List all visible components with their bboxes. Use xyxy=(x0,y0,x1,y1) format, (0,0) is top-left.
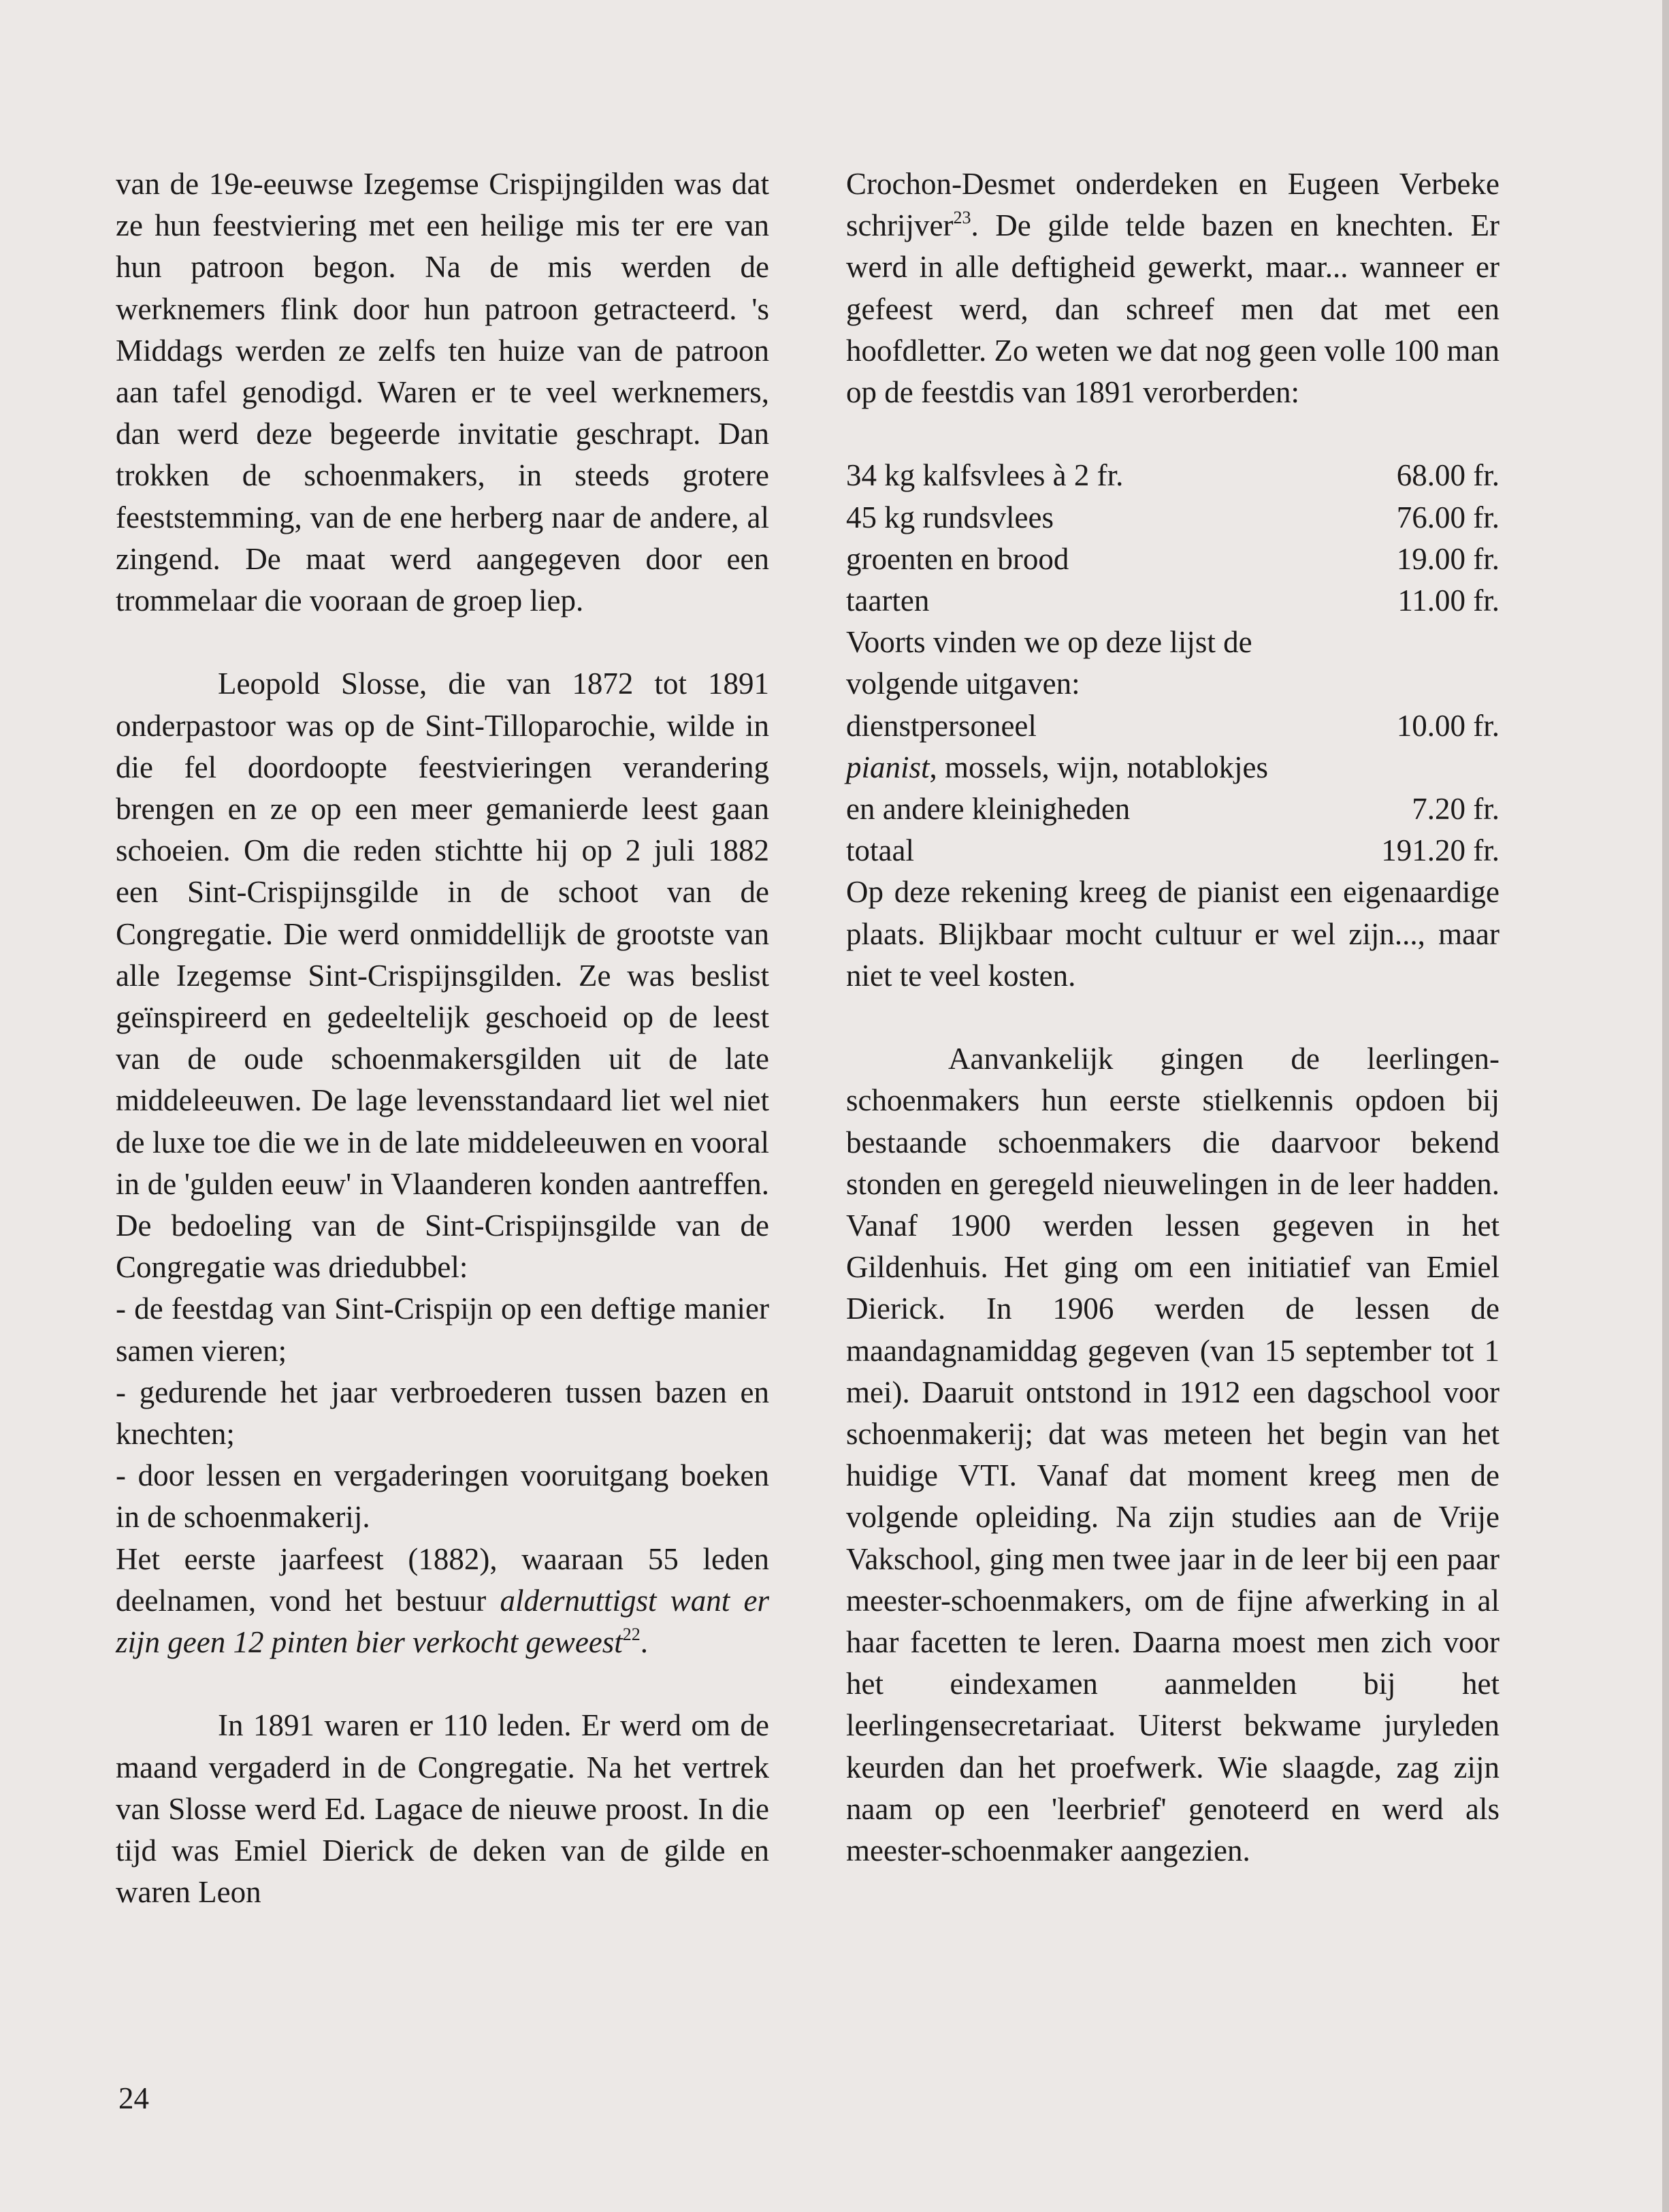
expense-amount: 10.00 fr. xyxy=(1396,708,1500,743)
paragraph-pianist: Op deze rekening kreeg de pianist een eigenaardige plaats. Blijkbaar mocht cultuur er wel zijn..., maar niet te veel kosten. xyxy=(846,875,1500,993)
pianist-word: pianist xyxy=(846,750,930,784)
expense-amount: 19.00 fr. xyxy=(1396,541,1500,576)
expense-note: volgende uitgaven: xyxy=(846,667,1080,701)
footnote-ref-23: 23 xyxy=(953,208,971,228)
first-feast-quote: aldernuttigst want er zijn geen 12 pinten bier verkocht geweest xyxy=(116,1583,769,1660)
paragraph-1891-members: In 1891 waren er 110 leden. Er werd om de maand vergaderd in de Congregatie. Na het vertrek van Slosse werd Ed. Lagace de nieuwe proost. In die tijd was Emiel Dierick de deken van de gilde en waren Leon xyxy=(116,1708,769,1910)
page-edge xyxy=(1662,0,1669,2212)
board-text: Crochon-Desmet onderdeken en Eugeen Verbeke schrijver xyxy=(846,167,1500,243)
expense-row xyxy=(846,705,1500,747)
expense-amount: 68.00 fr. xyxy=(1396,458,1500,493)
expense-amount: 7.20 fr. xyxy=(1412,792,1500,827)
misc-text: , mossels, wijn, notablokjes xyxy=(929,750,1269,784)
expense-amount: 11.00 fr. xyxy=(1397,583,1500,618)
expense-row xyxy=(846,455,1500,496)
expense-note: Voorts vinden we op deze lijst de xyxy=(846,625,1252,660)
total-amount: 191.20 fr. xyxy=(1381,833,1500,868)
expense-label: 45 kg rundsvlees xyxy=(846,500,1054,534)
paragraph-feast-custom: van de 19e-eeuwse Izegemse Crispijngilden was dat ze hun feestviering met een heilige mis ter ere van hun patroon begon. Na de mis werden de werknemers flink door hun patroon getracteerd. 's Middags werden ze zelfs ten huize van de patroon aan tafel genodigd. Waren er te veel werknemers, dan werd deze begeerde invitatie geschrapt. Dan trokken de schoenmakers, in steeds grotere feeststemming, van de ene herberg naar de andere, al zingend. De maat werd aangegeven door een trommelaar die vooraan de groep liep. xyxy=(116,167,769,618)
expense-label: taarten xyxy=(846,583,930,618)
paragraph-slosse: Leopold Slosse, die van 1872 tot 1891 onderpastoor was op de Sint-Tilloparochie, wilde in die fel doordoopte feestvieringen verandering brengen en ze op een meer gemanierde leest gaan schoeien. Om die reden stichtte hij op 2 juli 1882 een Sint-Crispijnsgilde in de schoot van de Congregatie. Die werd onmiddellijk de grootste van alle Izegemse Sint-Crispijnsgilden. Ze was beslist geïnspireerd en gedeeltelijk geschoeid op de leest van de oude schoenmakersgilden uit de late middeleeuwen. De lage levensstandaard liet wel niet de luxe toe die we in de late middeleeuwen en vooral in de 'gulden eeuw' in Vlaanderen konden aantreffen. De bedoeling van de Sint-Crispijnsgilde van de Congregatie was driedubbel: xyxy=(116,667,769,1285)
expense-row xyxy=(846,497,1500,539)
total-label: totaal xyxy=(846,833,914,868)
expense-row xyxy=(846,788,1500,830)
paragraph-board xyxy=(846,163,1500,413)
first-feast-end: . xyxy=(640,1625,649,1660)
expense-label: en andere kleinigheden xyxy=(846,792,1131,827)
paragraph-apprentices: Aanvankelijk gingen de leerlingen-schoenmakers hun eerste stielkennis opdoen bij bestaande schoenmakers die daarvoor bekend stonden en geregeld nieuwelingen in de leer hadden. Vanaf 1900 werden lessen gegeven in het Gildenhuis. Het ging om een initiatief van Emiel Dierick. In 1906 werden de lessen de maandagnamiddag gegeven (van 15 september tot 1 mei). Daaruit ontstond in 1912 een dagschool voor schoenmakerij; dat was meteen het begin van het huidige VTI. Vanaf dat moment kreeg men de volgende opleiding. Na zijn studies aan de Vrije Vakschool, ging men twee jaar in de leer bij een paar meester-schoenmakers, om de fijne afwerking in al haar facetten te leren. Daarna moest men zich voor het eindexamen aanmelden bij het leerlingensecretariaat. Uiterst bekwame juryleden keurden dan het proefwerk. Wie slaagde, zag zijn naam op een 'leerbrief' genoteerd en werd als meester-schoenmaker aangezien. xyxy=(846,1042,1500,1868)
first-feast-text: Het eerste jaarfeest (1882), waaraan 55 leden deelnamen, vond het bestuur xyxy=(116,1541,769,1618)
left-column xyxy=(116,163,769,1914)
footnote-ref-22: 22 xyxy=(622,1624,641,1645)
expense-row xyxy=(846,539,1500,580)
expense-total-row xyxy=(846,830,1500,871)
expense-label: groenten en brood xyxy=(846,541,1069,576)
expense-label: 34 kg kalfsvlees à 2 fr. xyxy=(846,458,1124,493)
expense-row xyxy=(846,580,1500,622)
paragraph-first-feast xyxy=(116,1539,769,1664)
list-item: - gedurende het jaar verbroederen tussen bazen en knechten; xyxy=(116,1375,769,1452)
right-column xyxy=(846,163,1500,1872)
list-item: - door lessen en vergaderingen vooruitgang boeken in de schoenmakerij. xyxy=(116,1458,769,1535)
expense-amount: 76.00 fr. xyxy=(1396,500,1500,534)
list-item: - de feestdag van Sint-Crispijn op een deftige manier samen vieren; xyxy=(116,1292,769,1368)
expense-misc-line xyxy=(846,747,1500,788)
board-text-cont: . De gilde telde bazen en knechten. Er werd in alle deftigheid gewerkt, maar... wanneer er gefeest werd, dan schreef men dat met een hoofdletter. Zo weten we dat nog geen volle 100 man op de feestdis van 1891 verorberden: xyxy=(846,208,1500,410)
expense-list xyxy=(846,455,1500,871)
page-number: 24 xyxy=(118,2081,149,2115)
expense-label: dienstpersoneel xyxy=(846,708,1037,743)
